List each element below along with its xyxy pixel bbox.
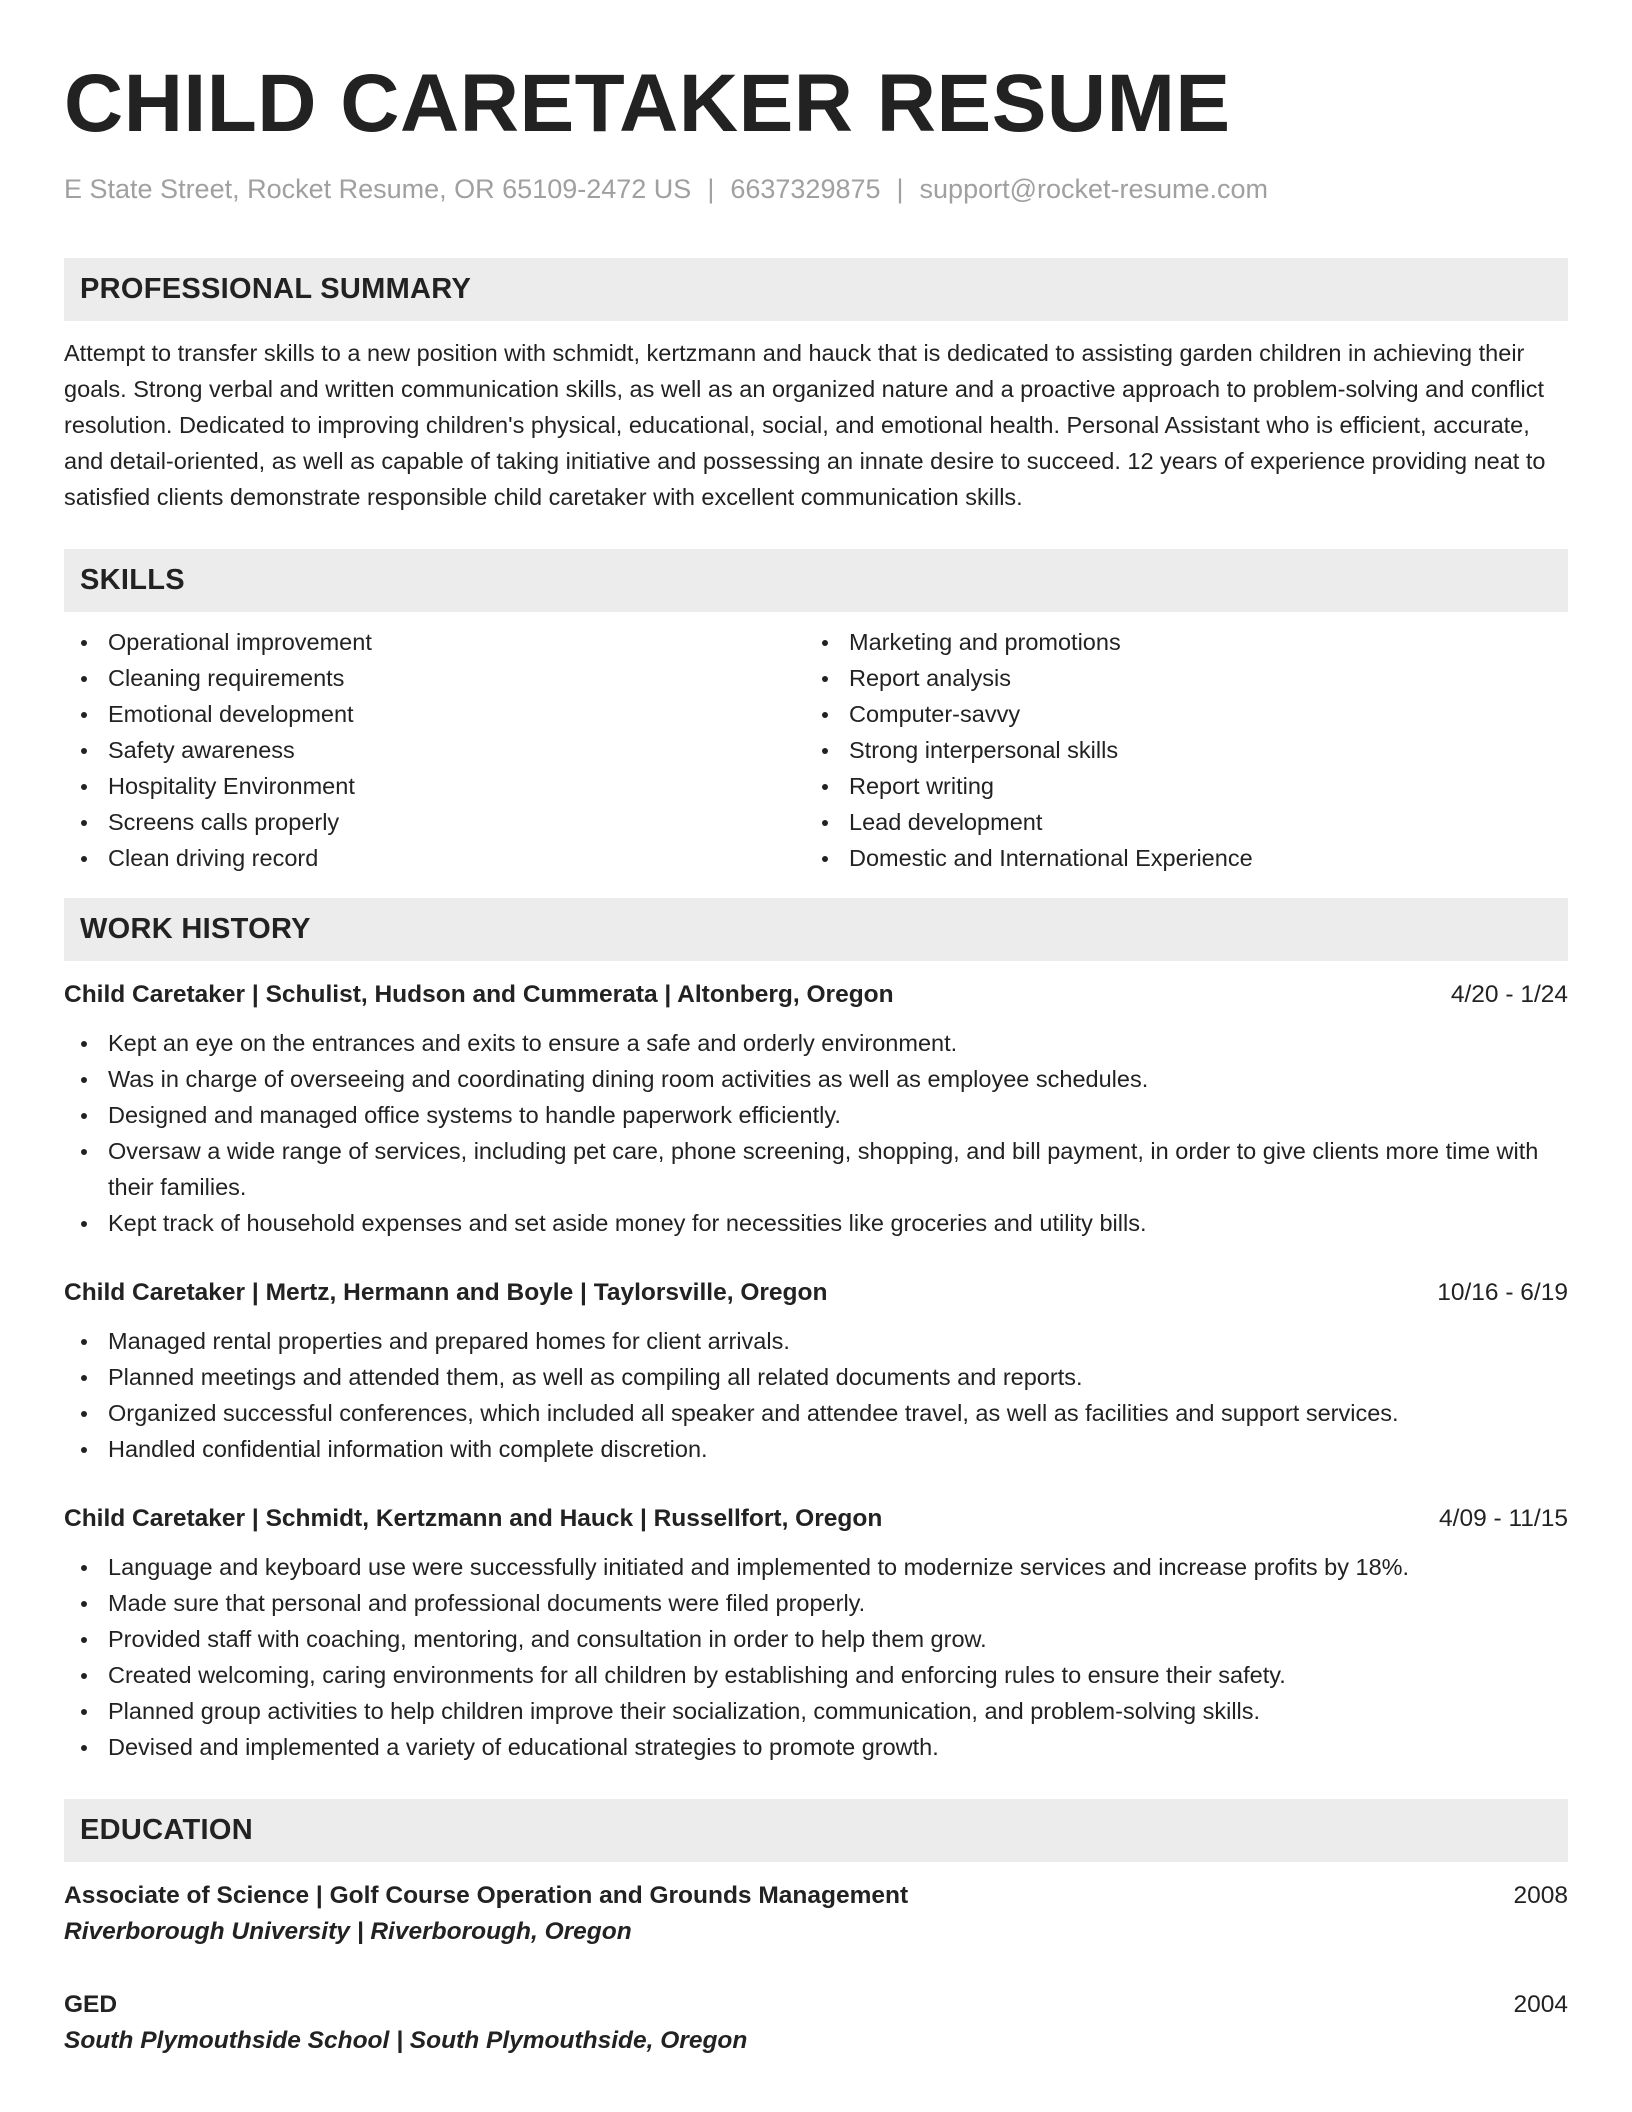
contact-separator: |	[707, 174, 715, 204]
education-degree: Associate of Science | Golf Course Operation and Grounds Management	[64, 1882, 909, 1909]
skill-item: Emotional development	[64, 696, 805, 732]
email: support@rocket-resume.com	[919, 174, 1269, 204]
job-title: Child Caretaker | Mertz, Hermann and Boyle | Taylorsville, Oregon	[64, 1279, 828, 1306]
skills-column-left	[64, 624, 805, 876]
address: E State Street, Rocket Resume, OR 65109-2472 US	[64, 174, 692, 204]
education-entry	[64, 1878, 1568, 1950]
job-bullet: Kept track of household expenses and set aside money for necessities like groceries and utility bills.	[64, 1205, 1568, 1241]
skill-item: Clean driving record	[64, 840, 805, 876]
education-year: 2004	[1513, 1991, 1568, 2018]
skill-item: Operational improvement	[64, 624, 805, 660]
job-dates: 10/16 - 6/19	[1437, 1279, 1568, 1306]
job-entry	[64, 1501, 1568, 1765]
job-bullets	[64, 1549, 1568, 1765]
skill-item: Report analysis	[805, 660, 1546, 696]
section-heading-work: WORK HISTORY	[64, 898, 1568, 961]
skill-item: Marketing and promotions	[805, 624, 1546, 660]
job-bullet: Kept an eye on the entrances and exits to ensure a safe and orderly environment.	[64, 1025, 1568, 1061]
job-bullet: Handled confidential information with complete discretion.	[64, 1431, 1568, 1467]
job-header	[64, 1501, 1568, 1537]
contact-separator: |	[896, 174, 904, 204]
job-dates: 4/20 - 1/24	[1450, 981, 1568, 1008]
skill-item: Computer-savvy	[805, 696, 1546, 732]
skill-item: Screens calls properly	[64, 804, 805, 840]
skills-list	[64, 624, 1568, 876]
skill-item: Hospitality Environment	[64, 768, 805, 804]
skill-item: Safety awareness	[64, 732, 805, 768]
skill-item: Domestic and International Experience	[805, 840, 1546, 876]
job-entry	[64, 977, 1568, 1241]
job-bullet: Created welcoming, caring environments for all children by establishing and enforcing rules to ensure their safety.	[64, 1657, 1568, 1693]
skill-item: Cleaning requirements	[64, 660, 805, 696]
education-entry	[64, 1987, 1568, 2059]
summary-text: Attempt to transfer skills to a new position with schmidt, kertzmann and hauck that is dedicated to assisting garden children in achieving their goals. Strong verbal and written communication skills, as well as an organized nature and a proactive approach to problem-solving and conflict resolution. Dedicated to improving children's physical, educational, social, and emotional health. Personal Assistant who is efficient, accurate, and detail-oriented, as well as capable of taking initiative and possessing an innate desire to succeed. 12 years of experience providing neat to satisfied clients demonstrate responsible child caretaker with excellent communication skills.	[64, 340, 1546, 510]
section-heading-summary: PROFESSIONAL SUMMARY	[64, 258, 1568, 321]
skills-column-right	[805, 624, 1546, 876]
job-bullet: Organized successful conferences, which included all speaker and attendee travel, as well as facilities and support services.	[64, 1395, 1568, 1431]
job-header	[64, 1275, 1568, 1311]
section-heading-education: EDUCATION	[64, 1799, 1568, 1862]
education-year: 2008	[1513, 1882, 1568, 1909]
job-bullet: Made sure that personal and professional documents were filed properly.	[64, 1585, 1568, 1621]
phone: 6637329875	[730, 174, 881, 204]
job-bullet: Language and keyboard use were successfully initiated and implemented to modernize services and increase profits by 18%.	[64, 1549, 1568, 1585]
job-title: Child Caretaker | Schmidt, Kertzmann and Hauck | Russellfort, Oregon	[64, 1505, 883, 1532]
job-dates: 4/09 - 11/15	[1439, 1505, 1568, 1532]
job-title: Child Caretaker | Schulist, Hudson and Cummerata | Altonberg, Oregon	[64, 981, 894, 1008]
education-degree: GED	[64, 1991, 118, 2018]
job-bullet: Designed and managed office systems to handle paperwork efficiently.	[64, 1097, 1568, 1133]
job-bullet: Provided staff with coaching, mentoring, and consultation in order to help them grow.	[64, 1621, 1568, 1657]
job-bullet: Planned meetings and attended them, as well as compiling all related documents and reports.	[64, 1359, 1568, 1395]
education-school: Riverborough University | Riverborough, Oregon	[64, 1918, 632, 1945]
skill-item: Lead development	[805, 804, 1546, 840]
job-bullets	[64, 1323, 1568, 1467]
job-header	[64, 977, 1568, 1013]
education-header	[64, 1878, 1568, 1914]
job-entry	[64, 1275, 1568, 1467]
section-heading-skills: SKILLS	[64, 549, 1568, 612]
skill-item: Strong interpersonal skills	[805, 732, 1546, 768]
job-bullet: Managed rental properties and prepared homes for client arrivals.	[64, 1323, 1568, 1359]
job-bullet: Oversaw a wide range of services, including pet care, phone screening, shopping, and bill payment, in order to give clients more time with their families.	[64, 1133, 1568, 1205]
job-bullet: Planned group activities to help children improve their socialization, communication, and problem-solving skills.	[64, 1693, 1568, 1729]
education-school: South Plymouthside School | South Plymouthside, Oregon	[64, 2027, 748, 2054]
skill-item: Report writing	[805, 768, 1546, 804]
job-bullet: Devised and implemented a variety of educational strategies to promote growth.	[64, 1729, 1568, 1765]
education-header	[64, 1987, 1568, 2023]
contact-line	[64, 172, 1568, 206]
resume-title: CHILD CARETAKER RESUME	[64, 58, 1231, 149]
job-bullet: Was in charge of overseeing and coordinating dining room activities as well as employee schedules.	[64, 1061, 1568, 1097]
job-bullets	[64, 1025, 1568, 1241]
